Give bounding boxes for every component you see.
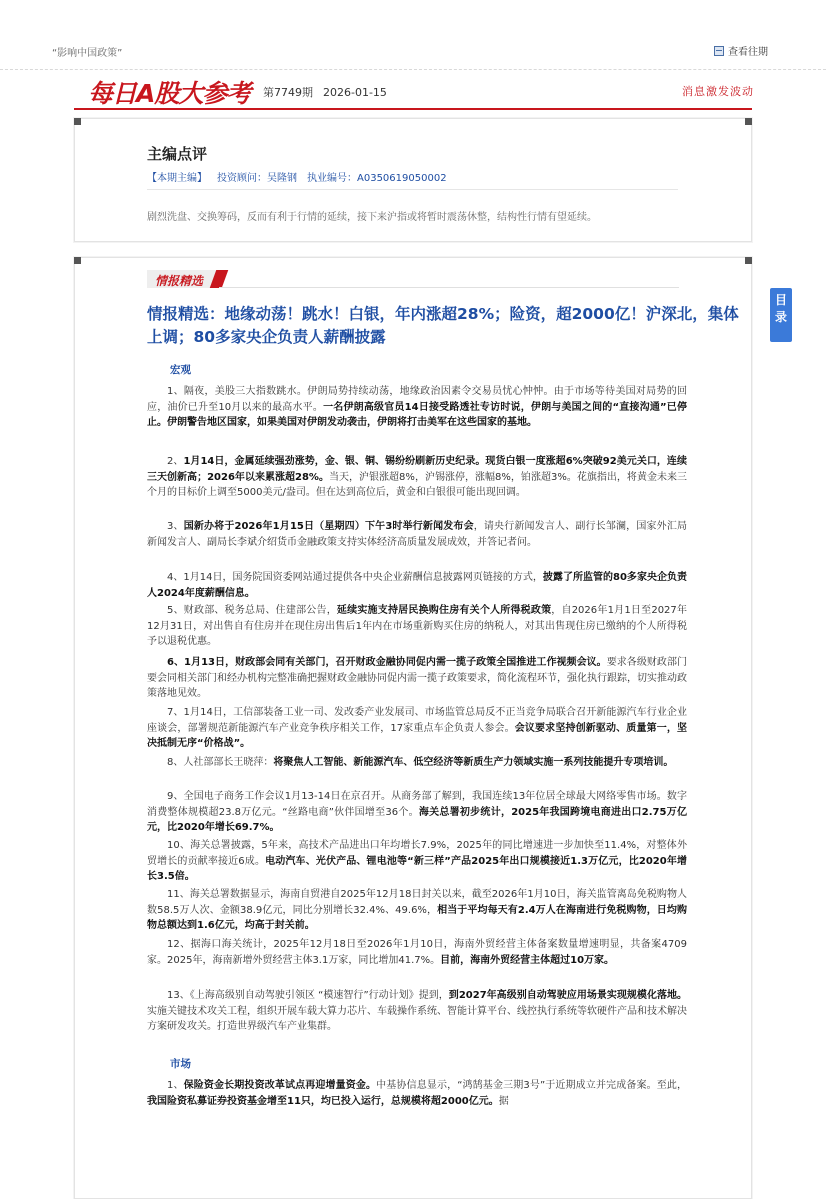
- archive-label: 查看往期: [728, 47, 768, 58]
- issue-number: 第7749期: [263, 86, 313, 99]
- news-paragraph: [147, 755, 687, 771]
- news-highlight: 我国险资私募证券投资基金增至11只，均已投入运行，总规模将超2000亿元。: [147, 1095, 499, 1107]
- calendar-icon: [714, 46, 724, 56]
- advisor-name: 投资顾问：吴隆钢: [217, 173, 297, 184]
- editorial-title: 主编点评: [147, 145, 208, 163]
- section-macro: 宏观: [170, 364, 191, 376]
- news-text: 11、海关总署数据显示，海南自贸港自2025年12月18日封关以来，截至2026年1月10日，海关监管离岛免税购物人数58.5万人次、金额38.9亿元，同比分别增长32.4%、49.6%，: [147, 889, 687, 916]
- editor-tag: 【本期主编】: [147, 173, 207, 184]
- news-highlight: 1月14日，金属延续强劲涨势，金、银、铜、锡纷纷刷新历史纪录。现货白银一度涨超6%突破92美元关口，连续三天创新高；2026年以来累涨超28%。: [147, 456, 687, 483]
- toc-button[interactable]: 目录: [770, 288, 792, 342]
- license-number: 执业编号：A0350619050002: [307, 173, 447, 184]
- news-text: 3、: [167, 521, 184, 532]
- editorial-divider: [147, 189, 678, 190]
- news-paragraph: [147, 603, 687, 650]
- news-paragraph: [147, 789, 687, 836]
- news-highlight: 到2027年高级别自动驾驶应用场景实现规模化落地。: [448, 990, 687, 1001]
- news-text: 中基协信息显示，“鸿鹄基金三期3号”于近期成立并完成备案。至此，: [376, 1080, 688, 1091]
- news-highlight: 海关总署初步统计，2025年我国跨境电商进出口2.75万亿元，比2020年增长69.7%。: [147, 806, 687, 834]
- news-paragraph: [147, 887, 687, 934]
- news-text: ，请央行新闻发言人、副行长邹澜，国家外汇局新闻发言人、副局长李斌介绍货币金融政策支持实体经济高质量发展成效，并答记者问。: [147, 521, 687, 548]
- section-market: 市场: [170, 1058, 191, 1070]
- news-highlight: 国新办将于2026年1月15日（星期四）下午3时举行新闻发布会: [183, 521, 474, 532]
- news-text: 12、据海口海关统计，2025年12月18日至2026年1月10日，海南外贸经营主体备案数量增速明显，共备案4709家。2025年，海南新增外贸经营主体3.1万家，同比增加41.7%。: [147, 939, 687, 966]
- brand-logo: 每日A股大参考: [88, 79, 251, 108]
- brand-underline: [74, 108, 752, 110]
- news-highlight: 会议要求坚持创新驱动、质量第一，坚决抵制无序“价格战”。: [147, 722, 688, 750]
- issue-date: 2026-01-15: [323, 86, 387, 99]
- news-text: ，自2026年1月1日至2027年12月31日，对出售自有住房并在现住房出售后1年内在市场重新购买住房的纳税人，对其出售现住房已缴纳的个人所得税予以退税优惠。: [147, 605, 687, 648]
- news-text: 13、《上海高级别自动驾驶引领区 “模速智行”行动计划》提到，: [167, 990, 449, 1001]
- news-text: 要求各级财政部门要会同相关部门和经办机构完整准确把握财政金融协同促内需一揽子政策要求，简化流程环节，强化执行跟踪，切实推动政策落地见效。: [147, 657, 687, 700]
- news-text: 2、: [167, 456, 184, 467]
- news-highlight: 相当于平均每天有2.4万人在海南进行免税购物，日均购物总额达到1.6亿元，均高于封关前。: [147, 904, 687, 932]
- intel-tag-label: 情报精选: [155, 274, 204, 288]
- news-text: 4、1月14日，国务院国资委网站通过提供各中央企业薪酬信息披露网页链接的方式，: [167, 572, 543, 583]
- news-text: 5、财政部、税务总局、住建部公告，: [167, 605, 337, 616]
- header-divider: [0, 69, 826, 70]
- editorial-text: 剧烈洗盘、交换筹码，反而有利于行情的延续，接下来沪指或将暂时震荡休整，结构性行情有望延续。: [147, 212, 597, 223]
- news-highlight: 保险资金长期投资改革试点再迎增量资金。: [183, 1080, 377, 1091]
- news-text: 当天，沪银涨超8%，沪锡涨停，涨幅8%，铂涨超3%。花旗指出，将黄金未来三个月的目标价上调至5000美元/盎司。但在达到高位后，黄金和白银很可能出现回调。: [147, 471, 687, 499]
- news-text: 1、: [167, 1080, 184, 1091]
- news-text: 据: [498, 1095, 509, 1107]
- news-highlight: 将聚焦人工智能、新能源汽车、低空经济等新质生产力领域实施一系列技能提升专项培训。: [273, 757, 674, 768]
- news-text: 8、人社部部长王晓萍：: [167, 757, 274, 768]
- news-highlight: 一名伊朗高级官员14日接受路透社专访时说，伊朗与美国之间的“直接沟通”已停止。伊朗警告地区国家，如果美国对伊朗发动袭击，伊朗将打击美军在这些国家的基地。: [147, 401, 687, 429]
- news-text: 7、1月14日，工信部装备工业一司、发改委产业发展司、市场监管总局反不正当竞争局联合召开新能源汽车行业企业座谈会，部署规范新能源汽车产业竞争秩序相关工作，17家重点车企负责人参会。: [147, 707, 687, 734]
- news-highlight: 电动汽车、光伏产品、锂电池等“新三样”产品2025年出口规模接近1.3万亿元，比2020年增长3.5倍。: [147, 855, 687, 883]
- news-text: 实施关键技术攻关工程，组织开展车载大算力芯片、车载操作系统、智能计算平台、线控执行系统等软硬件产品和技术解决方案研发攻关。打造世界级汽车产业集群。: [147, 1005, 687, 1033]
- news-text: 9、全国电子商务工作会议1月13-14日在京召开。从商务部了解到，我国连续13年位居全球最大网络零售市场。数字消费整体规模超23.8万亿元。“丝路电商”伙伴国增至36个。: [147, 791, 687, 818]
- news-highlight: 目前，海南外贸经营主体超过10万家。: [440, 954, 615, 966]
- archive-link[interactable]: [714, 43, 768, 58]
- news-text: 10、海关总署披露，5年来，高技术产品进出口年均增长7.9%，2025年的同比增速进一步加快至11.4%，对整体外贸增长的贡献率接近6成。: [147, 840, 687, 867]
- top-note: “影响中国政策”: [52, 48, 123, 59]
- intel-headline: 情报精选：地缘动荡！跳水！白银，年内涨超28%；险资，超2000亿！沪深北，集体上调；80多家央企负责人薪酬披露: [147, 305, 739, 346]
- intel-tag-line: [219, 287, 679, 288]
- news-highlight: 6、1月13日，财政部会同有关部门，召开财政金融协同促内需一揽子政策全国推进工作视频会议。: [167, 657, 607, 668]
- news-text: 1、隔夜，美股三大指数跳水。伊朗局势持续动荡，地缘政治因素令交易员忧心忡忡。由于市场等待美国对局势的回应，油价已升至10月以来的最高水平。: [147, 386, 687, 413]
- news-paragraph: [147, 454, 687, 501]
- news-paragraph: [147, 655, 687, 702]
- news-paragraph: [147, 988, 687, 1035]
- intel-tag: [147, 270, 219, 288]
- news-paragraph: [147, 705, 687, 752]
- news-paragraph: [147, 1078, 687, 1109]
- slogan: 消息激发波动: [682, 85, 754, 98]
- news-paragraph: [147, 519, 687, 550]
- issue-info: [263, 84, 387, 100]
- editorial-meta: [147, 169, 457, 184]
- news-highlight: 延续实施支持居民换购住房有关个人所得税政策: [336, 605, 552, 616]
- news-highlight: 披露了所监管的80多家央企负责人2024年度薪酬信息。: [147, 572, 687, 599]
- news-paragraph: [147, 937, 687, 968]
- news-paragraph: [147, 570, 687, 601]
- news-paragraph: [147, 384, 687, 431]
- news-paragraph: [147, 838, 687, 885]
